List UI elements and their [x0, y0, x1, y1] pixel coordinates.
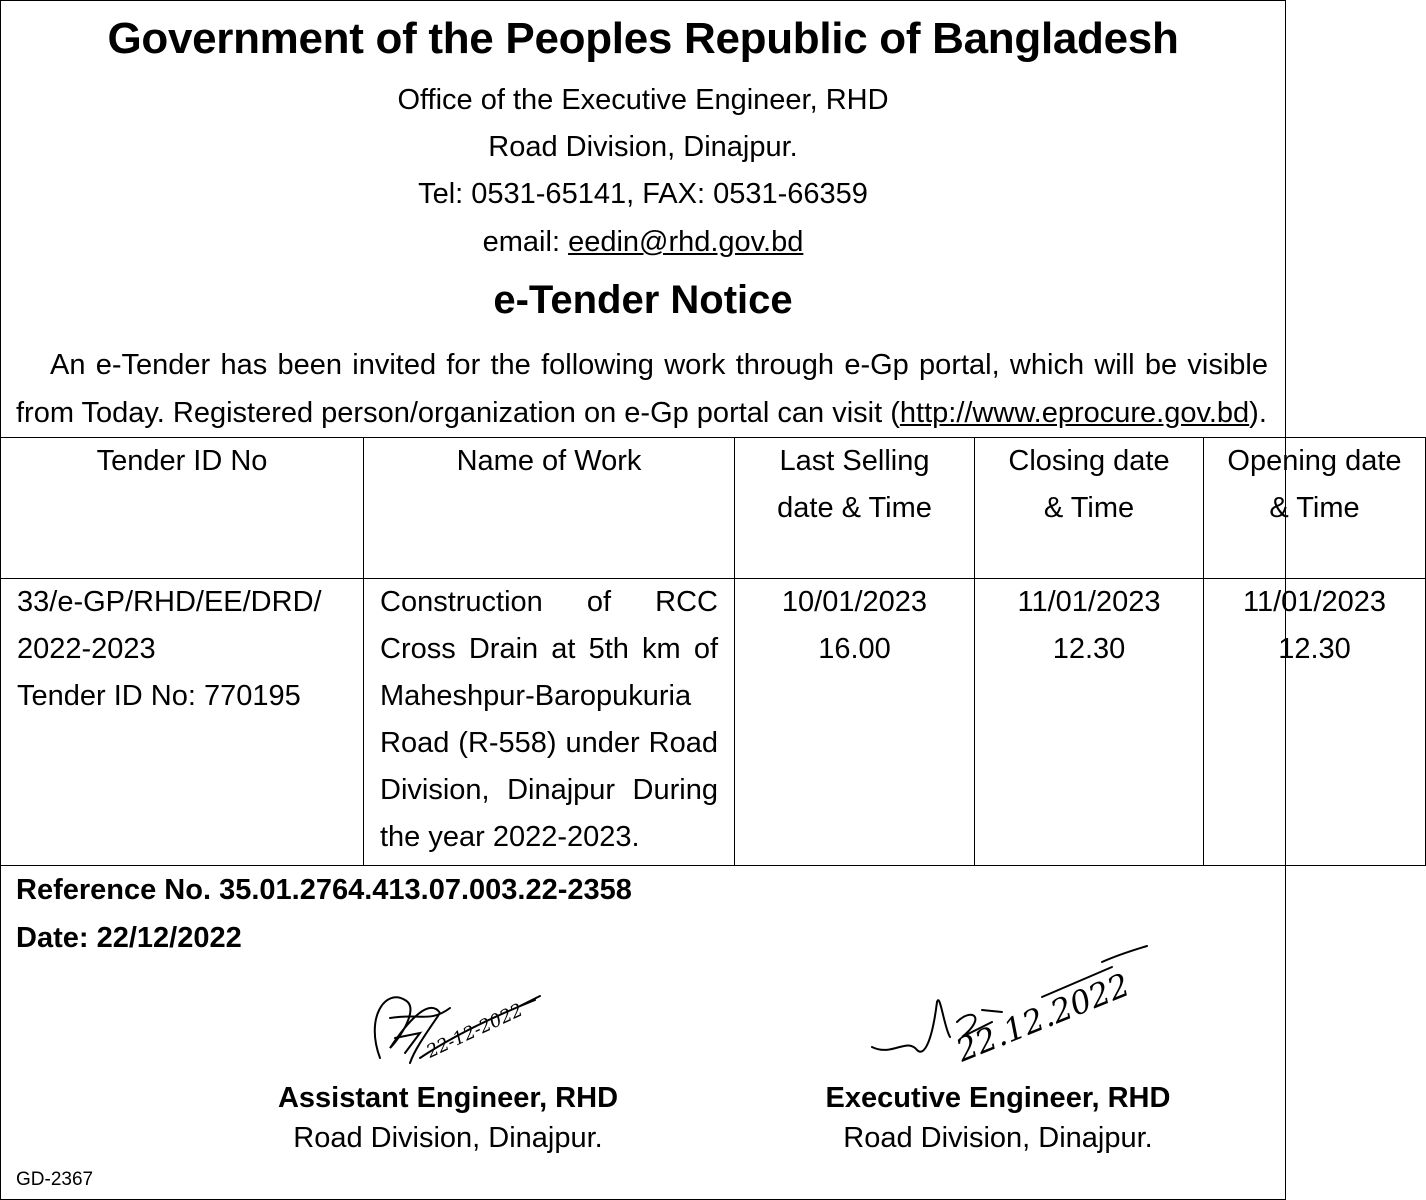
executive-engineer-division: Road Division, Dinajpur. [843, 1122, 1153, 1154]
reference-number: Reference No. 35.01.2764.413.07.003.22-2358 [16, 874, 632, 906]
footer-code: GD-2367 [16, 1169, 94, 1190]
intro-text: An e-Tender has been invited for the following work through e-Gp portal, which will be visible from Today. Registered person/organization on e-Gp portal can visit ( [16, 349, 1268, 429]
closing-date: 11/01/2023 [1017, 586, 1161, 618]
assistant-engineer-title: Assistant Engineer, RHD [277, 1082, 619, 1114]
cell-closing [975, 579, 1204, 866]
notice-title: e-Tender Notice [493, 278, 793, 322]
header-closing: Closing date & Time [975, 438, 1204, 579]
office-line: Office of the Executive Engineer, RHD [397, 84, 889, 116]
tender-table [0, 437, 1426, 866]
tender-id-number: Tender ID No: 770195 [17, 680, 301, 712]
header-last-selling: Last Selling date & Time [735, 438, 975, 579]
cell-name-of-work: Construction of RCC Cross Drain at 5th km of Maheshpur-Baropukuria Road (R-558) under Road Division, Dinajpur During the year 2022-2023. [364, 579, 735, 866]
assistant-signature-date: 22-12-2022 [423, 999, 527, 1063]
opening-time: 12.30 [1278, 633, 1351, 665]
header-name-of-work: Name of Work [364, 438, 735, 579]
cell-last-selling [735, 579, 975, 866]
tender-id-year: 2022-2023 [17, 633, 156, 665]
executive-engineer-block [798, 1078, 1198, 1158]
cell-opening [1204, 579, 1426, 866]
header-opening: Opening date & Time [1204, 438, 1426, 579]
table-header-row [1, 438, 1426, 579]
last-selling-time: 16.00 [818, 633, 891, 665]
email-label: email: [482, 226, 569, 258]
intro-end: ). [1249, 397, 1267, 429]
assistant-engineer-division: Road Division, Dinajpur. [293, 1122, 603, 1154]
email-line [0, 226, 1286, 259]
closing-time: 12.30 [1052, 633, 1126, 665]
cell-tender-id [1, 579, 364, 866]
assistant-engineer-signature [360, 978, 560, 1078]
portal-link[interactable]: http://www.eprocure.gov.bd [899, 397, 1250, 429]
division-line: Road Division, Dinajpur. [488, 131, 798, 163]
executive-engineer-signature [862, 942, 1152, 1072]
table-row [1, 579, 1426, 866]
assistant-engineer-block [248, 1078, 648, 1158]
opening-date: 11/01/2023 [1243, 586, 1386, 618]
last-selling-date: 10/01/2023 [781, 586, 928, 618]
executive-engineer-title: Executive Engineer, RHD [825, 1082, 1171, 1114]
government-heading: Government of the Peoples Republic of Bangladesh [107, 14, 1179, 63]
tender-id-line: 33/e-GP/RHD/EE/DRD/ [17, 586, 322, 618]
reference-date: Date: 22/12/2022 [16, 922, 242, 954]
header-tender-id: Tender ID No [1, 438, 364, 579]
email-link[interactable]: eedin@rhd.gov.bd [568, 226, 804, 258]
contact-line: Tel: 0531-65141, FAX: 0531-66359 [418, 178, 868, 210]
intro-paragraph [16, 341, 1268, 437]
executive-signature-date: 22.12.2022 [950, 965, 1135, 1070]
